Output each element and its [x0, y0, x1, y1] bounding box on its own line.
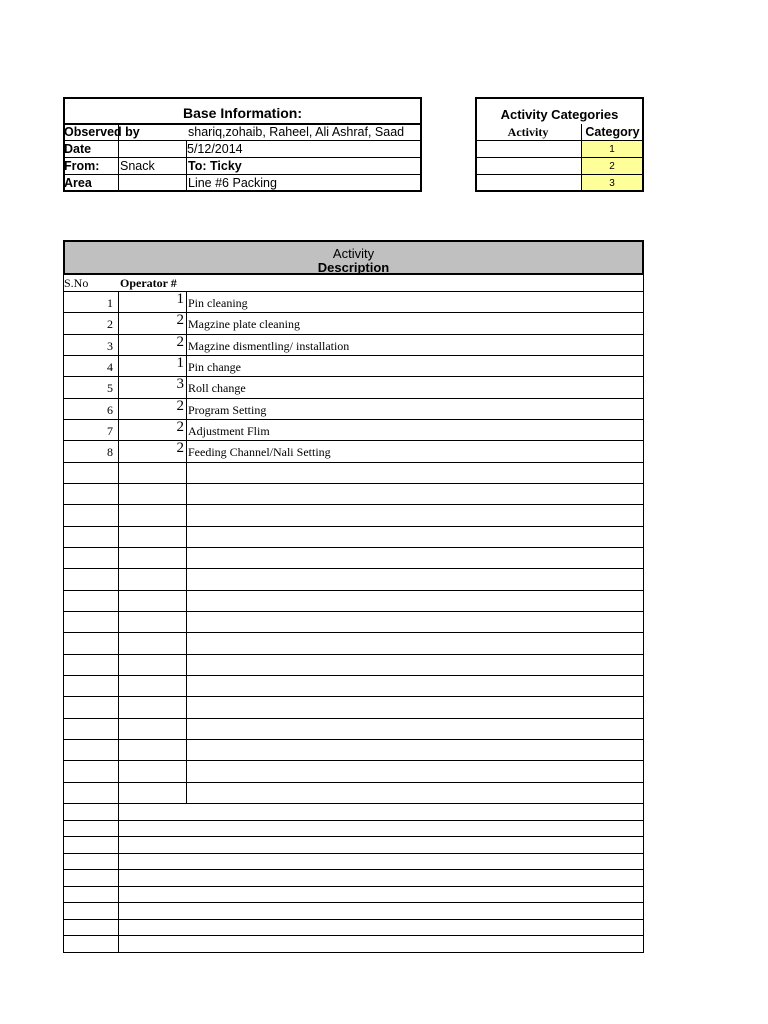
table-row[interactable]	[63, 376, 644, 397]
operator-cell[interactable]: 2	[176, 312, 184, 329]
table-row[interactable]	[63, 853, 644, 870]
category-cell[interactable]: 3	[581, 175, 642, 190]
sno-cell: 1	[107, 296, 113, 310]
table-row[interactable]	[63, 483, 644, 504]
table-row[interactable]	[63, 611, 644, 632]
table-row[interactable]	[63, 547, 644, 568]
sno-cell: 8	[107, 445, 113, 460]
from-value[interactable]: Snack	[120, 159, 155, 173]
description-cell[interactable]: Pin cleaning	[188, 296, 248, 310]
operator-cell[interactable]: 2	[176, 440, 184, 457]
category-activity-header: Activity	[507, 125, 549, 139]
date-label: Date	[64, 142, 92, 156]
observed-by-label: Observed by	[64, 125, 140, 139]
table-row[interactable]	[63, 675, 644, 696]
table-row[interactable]	[63, 836, 644, 853]
table-row[interactable]	[63, 419, 644, 440]
observed-by-value[interactable]: shariq,zohaib, Raheel, Ali Ashraf, Saad	[188, 125, 405, 139]
area-label: Area	[64, 176, 92, 190]
description-cell[interactable]: Magzine dismentling/ installation	[188, 338, 350, 353]
table-row[interactable]	[63, 398, 644, 419]
table-row[interactable]	[63, 803, 644, 820]
table-row[interactable]	[63, 568, 644, 589]
table-row[interactable]	[63, 526, 644, 547]
sno-cell: 7	[107, 424, 113, 438]
table-row[interactable]	[63, 919, 644, 936]
table-row[interactable]	[63, 739, 644, 760]
table-row[interactable]	[63, 355, 644, 376]
table-row[interactable]	[63, 760, 644, 781]
table-row[interactable]	[63, 462, 644, 483]
description-cell[interactable]: Magzine plate cleaning	[188, 317, 300, 332]
table-row[interactable]	[63, 696, 644, 717]
sno-cell: 3	[107, 338, 113, 353]
operator-cell[interactable]: 3	[176, 376, 184, 393]
table-row[interactable]	[63, 504, 644, 525]
sno-cell: 4	[107, 360, 113, 374]
description-cell[interactable]: Roll change	[188, 381, 246, 396]
to-label[interactable]: To: Ticky	[188, 159, 242, 173]
activity-table	[63, 240, 644, 953]
description-cell[interactable]: Program Setting	[188, 402, 267, 417]
table-row[interactable]	[63, 334, 644, 355]
table-row[interactable]	[63, 718, 644, 739]
divider	[63, 157, 422, 158]
table-row[interactable]	[63, 440, 644, 461]
sno-cell: 5	[107, 381, 113, 396]
base-information-title: Base Information:	[182, 105, 302, 121]
sno-cell: 6	[107, 402, 113, 417]
table-row[interactable]	[63, 935, 644, 952]
table-row[interactable]	[63, 312, 644, 333]
description-cell[interactable]: Adjustment Flim	[188, 424, 270, 438]
area-value[interactable]: Line #6 Packing	[188, 176, 277, 190]
sno-column-header: S.No	[64, 276, 89, 290]
operator-cell[interactable]: 1	[176, 355, 184, 371]
divider	[186, 291, 187, 803]
table-row[interactable]	[63, 632, 644, 653]
category-cell[interactable]: 2	[581, 158, 642, 174]
operator-cell[interactable]: 1	[176, 291, 184, 307]
date-value[interactable]: 5/12/2014	[187, 142, 243, 156]
description-cell[interactable]: Pin change	[188, 360, 241, 374]
table-header-activity: Activity	[332, 246, 375, 261]
table-row[interactable]	[63, 590, 644, 611]
table-row[interactable]	[63, 291, 644, 312]
operator-cell[interactable]: 2	[176, 419, 184, 435]
table-row[interactable]	[63, 902, 644, 919]
table-row[interactable]	[63, 820, 644, 837]
category-header: Category	[585, 125, 640, 139]
operator-cell[interactable]: 2	[176, 333, 184, 350]
table-row[interactable]	[63, 869, 644, 886]
operator-column-header: Operator #	[120, 276, 177, 290]
from-label: From:	[64, 159, 100, 173]
divider	[63, 952, 644, 953]
table-header-description: Description	[317, 260, 390, 275]
activity-categories-title: Activity Categories	[500, 107, 619, 122]
divider	[118, 291, 119, 952]
description-cell[interactable]: Feeding Channel/Nali Setting	[188, 445, 331, 460]
sno-cell: 2	[107, 317, 113, 332]
operator-cell[interactable]: 2	[176, 397, 184, 414]
category-cell[interactable]: 1	[581, 141, 642, 157]
table-row[interactable]	[63, 654, 644, 675]
table-row[interactable]	[63, 782, 644, 803]
table-row[interactable]	[63, 886, 644, 903]
